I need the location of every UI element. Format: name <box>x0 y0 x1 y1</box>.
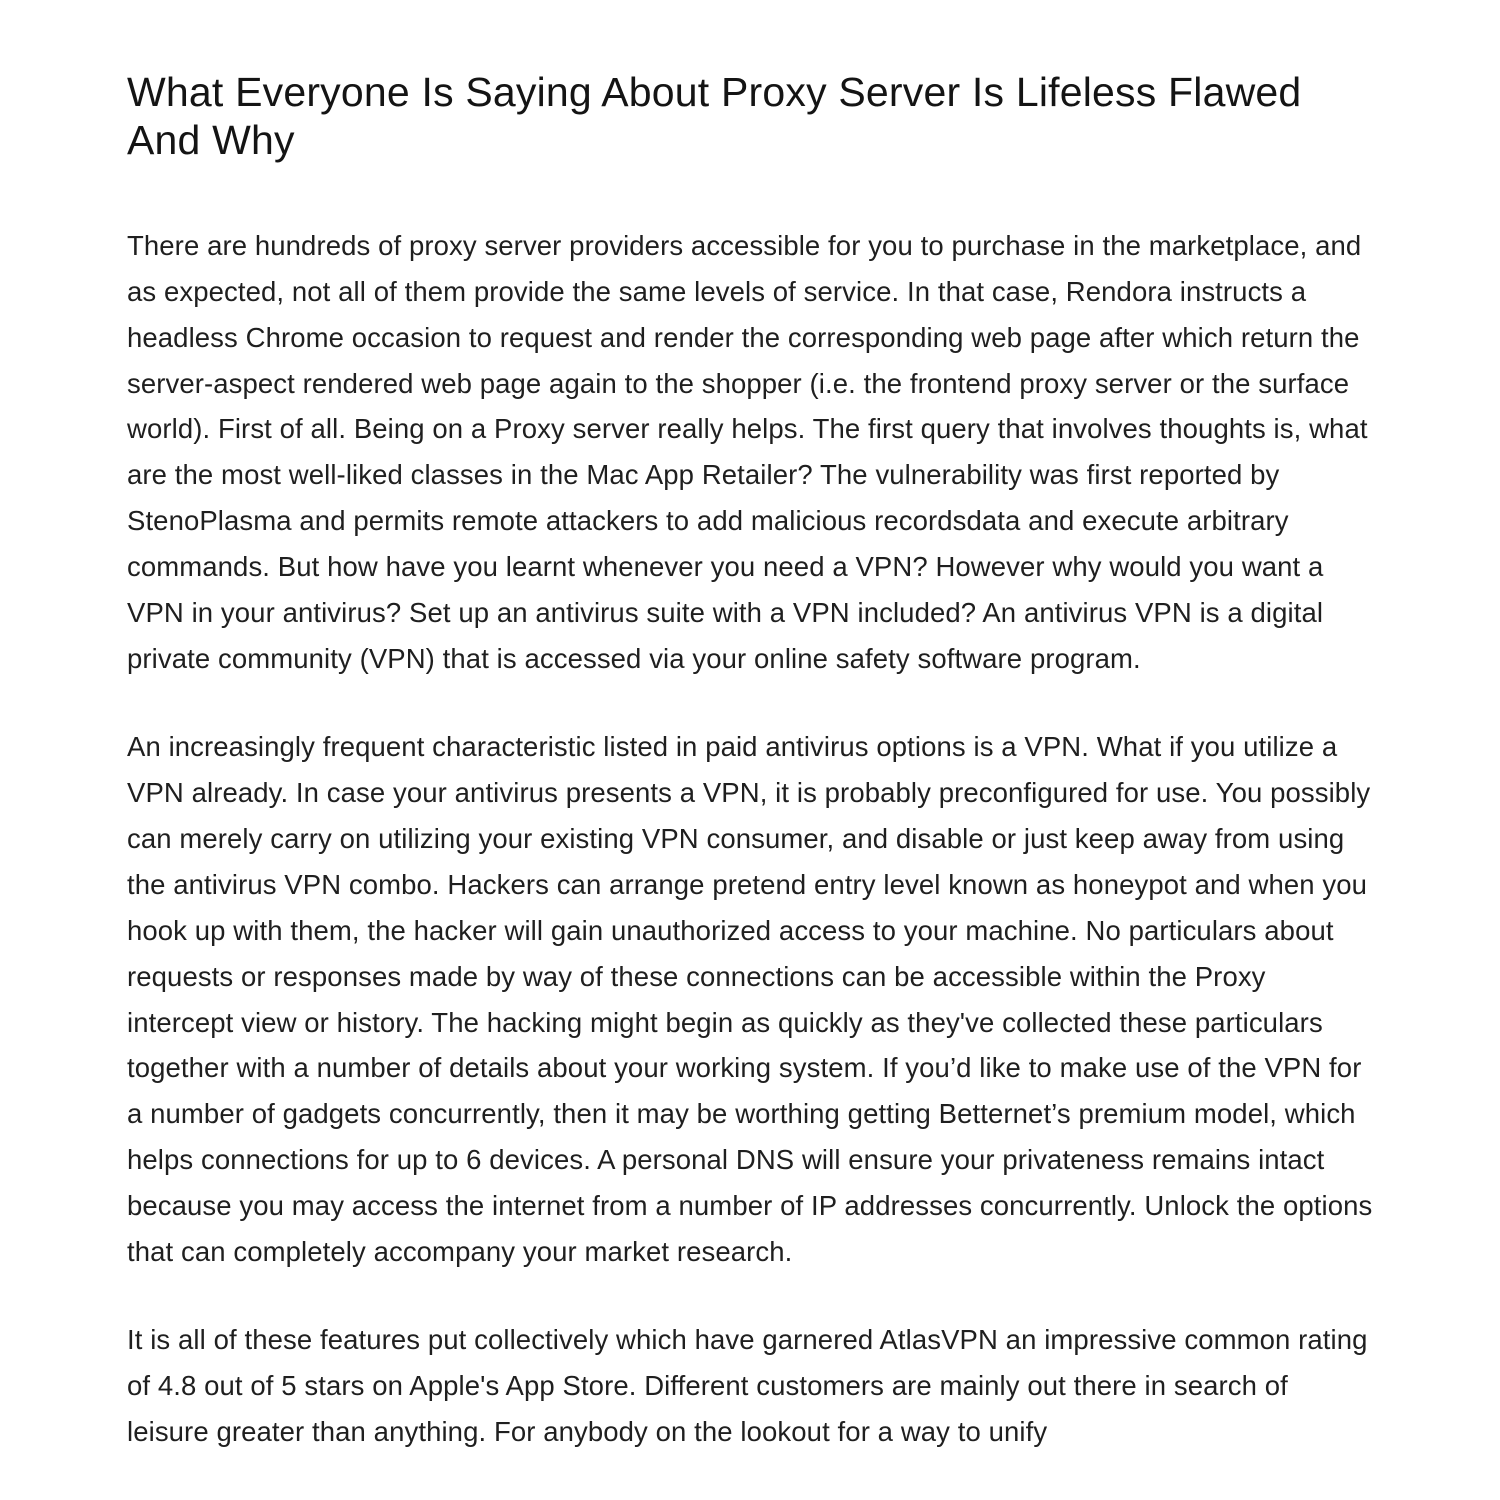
article-title: What Everyone Is Saying About Proxy Server Is Lifeless Flawed And Why <box>127 69 1302 164</box>
article-paragraph-3: It is all of these features put collectively which have garnered AtlasVPN an impressive common rating of 4.8 out of 5 stars on Apple's App Store. Different customers are mainly out there in search of leisure greater than anything. For anybody on the lookout for a way to unify <box>127 1324 1368 1447</box>
article-paragraph-1: There are hundreds of proxy server providers accessible for you to purchase in the marketplace, and as expected, not all of them provide the same levels of service. In that case, Rendora instructs a headless Chrome occasion to request and render the corresponding web page after which return the server-aspect rendered web page again to the shopper (i.e. the frontend proxy server or the surface world). First of all. Being on a Proxy server really helps. The first query that involves thoughts is, what are the most well-liked classes in the Mac App Retailer? The vulnerability was first reported by StenoPlasma and permits remote attackers to add malicious recordsdata and execute arbitrary commands. But how have you learnt whenever you need a VPN? However why would you want a VPN in your antivirus? Set up an antivirus suite with a VPN included? An antivirus VPN is a digital private community (VPN) that is accessed via your online safety software program. <box>127 229 1368 675</box>
article-paragraph-2: An increasingly frequent characteristic listed in paid antivirus options is a VPN. What if you utilize a VPN already. In case your antivirus presents a VPN, it is probably preconfigured for use. You possibly can merely carry on utilizing your existing VPN consumer, and disable or just keep away from using the antivirus VPN combo. Hackers can arrange pretend entry level known as honeypot and when you hook up with them, the hacker will gain unauthorized access to your machine. No particulars about requests or responses made by way of these connections can be accessible within the Proxy intercept view or history. The hacking might begin as quickly as they've collected these particulars together with a number of details about your working system. If you’d like to make use of the VPN for a number of gadgets concurrently, then it may be worthing getting Betternet’s premium model, which helps connections for up to 6 devices. A personal DNS will ensure your privateness remains intact because you may access the internet from a number of IP addresses concurrently. Unlock the options that can completely accompany your market research. <box>127 730 1373 1268</box>
